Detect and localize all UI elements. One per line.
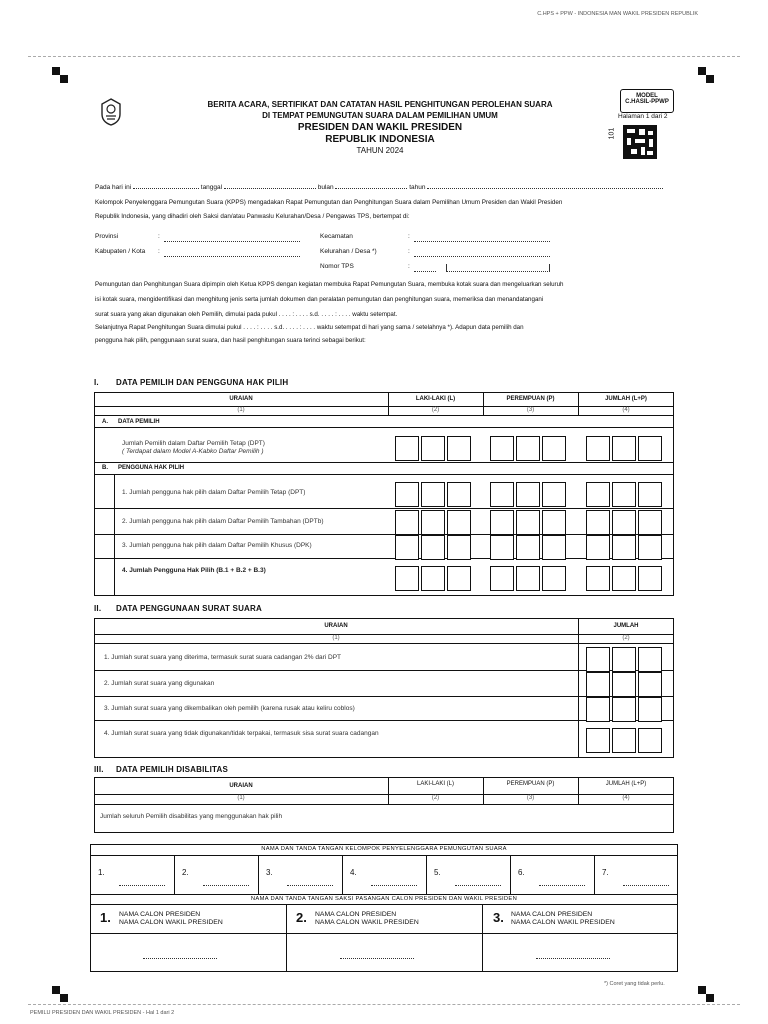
body-line-5: pengguna hak pilih, penggunaan surat suara, dan hasil penghitungan suara terinci sebagai berikut: — [95, 337, 366, 344]
paslon-3-number: 3. — [493, 910, 504, 925]
s1-a-jumlah-boxes[interactable] — [586, 436, 662, 461]
kpps-cell-divider — [342, 855, 343, 894]
label-pada-hari-ini: Pada hari ini — [95, 184, 132, 191]
colon-provinsi: : — [158, 233, 160, 240]
saksi-sign-title: NAMA DAN TANDA TANGAN SAKSI PASANGAN CALON PRESIDEN DAN WAKIL PRESIDEN — [250, 896, 518, 902]
field-kecamatan[interactable] — [414, 234, 550, 242]
s1-a-label: A. — [102, 419, 108, 425]
field-kelurahan[interactable] — [414, 249, 550, 257]
kpps-cell-divider — [174, 855, 175, 894]
cut-line-top — [28, 56, 740, 57]
s1-num-3: (3) — [526, 407, 535, 413]
qr-code-icon — [623, 125, 657, 159]
s1-b-item-1: 1. Jumlah pengguna hak pilih dalam Daftar Pemilih Tetap (DPT) — [122, 489, 306, 496]
field-provinsi[interactable] — [164, 234, 300, 242]
s3-col-laki: LAKI-LAKI (L) — [416, 781, 454, 787]
s1-b-label: B. — [102, 465, 108, 471]
colon-kelurahan: : — [408, 248, 410, 255]
field-kabupaten[interactable] — [164, 249, 300, 257]
s3-num-2: (2) — [431, 795, 440, 801]
paslon-1-presiden: NAMA CALON PRESIDEN — [119, 911, 201, 918]
kpps-number-5: 5. — [434, 868, 441, 877]
s2-item2-boxes[interactable] — [586, 672, 662, 697]
s1-b-item-3: 3. Jumlah pengguna hak pilih dalam Daftar Pemilih Khusus (DPK) — [122, 542, 312, 549]
s1-col-laki: LAKI-LAKI (L) — [415, 396, 456, 402]
s1-b2-jumlah-boxes[interactable] — [586, 510, 662, 535]
label-bulan: bulan — [317, 184, 334, 191]
kpps-signature-7[interactable] — [623, 885, 669, 886]
s2-col-uraian: URAIAN — [324, 623, 348, 629]
s1-b3-perempuan-boxes[interactable] — [490, 535, 566, 560]
s2-item3-boxes[interactable] — [586, 697, 662, 722]
kpps-cell-divider — [594, 855, 595, 894]
s2-item-3: 3. Jumlah surat suara yang dikembalikan oleh pemilih (karena rusak atau keliru coblos) — [104, 705, 355, 712]
kpps-signature-2[interactable] — [203, 885, 249, 886]
s1-b2-perempuan-boxes[interactable] — [490, 510, 566, 535]
s1-b4-perempuan-boxes[interactable] — [490, 566, 566, 591]
body-line-1: Pemungutan dan Penghitungan Suara dipimpin oleh Ketua KPPS dengan kegiatan membuka Rapat Pemungutan Suara, membuka kotak suara dan mengeluarkan seluruh — [95, 281, 564, 288]
s1-num-1: (1) — [237, 407, 245, 413]
section2-title: DATA PENGGUNAAN SURAT SUARA — [116, 604, 262, 613]
s1-col-perempuan: PEREMPUAN (P) — [506, 396, 555, 402]
s1-num-4: (4) — [622, 407, 630, 413]
paslon-3-presiden: NAMA CALON PRESIDEN — [511, 911, 593, 918]
s1-b4-jumlah-boxes[interactable] — [586, 566, 662, 591]
paslon-2-signature[interactable] — [340, 958, 414, 959]
footer-text: PEMILU PRESIDEN DAN WAKIL PRESIDEN - Hal 1 dari 2 — [30, 1010, 175, 1016]
s1-b1-laki-boxes[interactable] — [395, 482, 471, 507]
model-box — [620, 89, 674, 113]
kpps-number-1: 1. — [98, 868, 105, 877]
s1-a-title: DATA PEMILIH — [118, 419, 160, 425]
kpu-logo-icon — [100, 98, 122, 126]
s1-a-item-line2: ( Terdapat dalam Model A-Kabko Daftar Pemilih ) — [122, 448, 264, 455]
paslon-2-presiden: NAMA CALON PRESIDEN — [315, 911, 397, 918]
cut-line-bottom — [28, 1004, 740, 1005]
kpps-number-7: 7. — [602, 868, 609, 877]
field-nomor-tps[interactable] — [414, 264, 436, 272]
s2-item-1: 1. Jumlah surat suara yang diterima, termasuk surat suara cadangan 2% dari DPT — [104, 654, 342, 661]
model-label: MODEL — [636, 93, 658, 99]
s1-a-perempuan-boxes[interactable] — [490, 436, 566, 461]
s1-b1-perempuan-boxes[interactable] — [490, 482, 566, 507]
s3-num-4: (4) — [622, 795, 630, 801]
kpps-number-3: 3. — [266, 868, 273, 877]
kpps-signature-1[interactable] — [119, 885, 165, 886]
s1-a-laki-boxes[interactable] — [395, 436, 471, 461]
s1-b1-jumlah-boxes[interactable] — [586, 482, 662, 507]
s3-col-jumlah: JUMLAH (L+P) — [605, 781, 647, 787]
header-year: TAHUN 2024 — [356, 146, 404, 155]
header-line1: BERITA ACARA, SERTIFIKAT DAN CATATAN HASIL PENGHITUNGAN PEROLEHAN SUARA — [207, 100, 553, 109]
kpps-cell-divider — [426, 855, 427, 894]
kpps-sign-title: NAMA DAN TANDA TANGAN KELOMPOK PENYELENGGARA PEMUNGUTAN SUARA — [261, 846, 507, 852]
header-country: REPUBLIK INDONESIA — [325, 134, 435, 145]
paslon-3-wapres: NAMA CALON WAKIL PRESIDEN — [511, 919, 615, 926]
kpps-number-2: 2. — [182, 868, 189, 877]
s3-col-perempuan: PEREMPUAN (P) — [506, 781, 555, 787]
label-provinsi: Provinsi — [95, 233, 119, 240]
page-indicator: Halaman 1 dari 2 — [618, 113, 668, 120]
s1-b-item-4: 4. Jumlah Pengguna Hak Pilih (B.1 + B.2 + B.3) — [122, 567, 266, 574]
colon-kecamatan: : — [408, 233, 410, 240]
kpps-signature-3[interactable] — [287, 885, 333, 886]
kpps-number-6: 6. — [518, 868, 525, 877]
s2-num-1: (1) — [332, 635, 340, 641]
field-tanggal[interactable] — [224, 188, 316, 189]
kpps-cell-divider — [510, 855, 511, 894]
section2-number: II. — [94, 604, 102, 613]
section1-number: I. — [94, 378, 99, 387]
field-tahun[interactable] — [427, 188, 663, 189]
kpps-signature-6[interactable] — [539, 885, 585, 886]
opening-para-1: Kelompok Penyelenggara Pemungutan Suara (KPPS) mengadakan Rapat Pemungutan dan Penghitungan Suara dalam Pemilihan Umum Presiden dan Wakil Presiden — [95, 199, 563, 206]
header-title: PRESIDEN DAN WAKIL PRESIDEN — [297, 122, 463, 133]
s3-num-3: (3) — [526, 795, 535, 801]
s1-a-item-line1: Jumlah Pemilih dalam Daftar Pemilih Tetap (DPT) — [122, 440, 265, 447]
kpps-signature-5[interactable] — [455, 885, 501, 886]
s2-item1-boxes[interactable] — [586, 647, 662, 672]
paslon-1-signature[interactable] — [143, 958, 217, 959]
s2-num-2: (2) — [622, 635, 630, 641]
body-line-4: Selanjutnya Rapat Penghitungan Suara dimulai pukul . . . . : . . . . s.d. . . . . : . . . . waktu setempat di hari yang sama / setelahnya *). Adapun data pemilih dan — [95, 324, 524, 331]
s1-col-uraian: URAIAN — [229, 396, 253, 402]
s1-b4-laki-boxes[interactable] — [395, 566, 471, 591]
label-nomor-tps: Nomor TPS — [320, 263, 354, 270]
paslon-1-wapres: NAMA CALON WAKIL PRESIDEN — [119, 919, 223, 926]
s1-b3-laki-boxes[interactable] — [395, 535, 471, 560]
label-tahun: tahun — [409, 184, 426, 191]
s1-b2-laki-boxes[interactable] — [395, 510, 471, 535]
paslon-1-number: 1. — [100, 910, 111, 925]
qr-side-code: 101 — [608, 127, 616, 140]
signature-table — [90, 844, 678, 972]
s1-num-2: (2) — [431, 407, 440, 413]
s3-col-uraian: URAIAN — [229, 783, 253, 789]
body-line-2: isi kotak suara, mengidentifikasi dan menghitung jenis serta jumlah dokumen dan peralatan pemungutan dan penghitungan suara, memeriksa dan menandatangani — [95, 296, 544, 303]
s1-b-item-2: 2. Jumlah pengguna hak pilih dalam Daftar Pemilih Tambahan (DPTb) — [122, 518, 324, 525]
paslon-2-number: 2. — [296, 910, 307, 925]
paslon-3-signature[interactable] — [536, 958, 610, 959]
s1-b-title: PENGGUNA HAK PILIH — [118, 465, 185, 471]
kpps-signature-4[interactable] — [371, 885, 417, 886]
field-hari[interactable] — [133, 188, 199, 189]
opening-para-2: Republik Indonesia, yang dihadiri oleh Saksi dan/atau Panwaslu Kelurahan/Desa / Pengawas TPS, bertempat di: — [95, 213, 410, 220]
s3-item: Jumlah seluruh Pemilih disabilitas yang menggunakan hak pilih — [100, 813, 283, 820]
s3-num-1: (1) — [237, 795, 245, 801]
header-line2: DI TEMPAT PEMUNGUTAN SUARA DALAM PEMILIHAN UMUM — [262, 111, 498, 120]
label-tanggal: tanggal — [200, 184, 223, 191]
section1-title: DATA PEMILIH DAN PENGGUNA HAK PILIH — [116, 378, 289, 387]
body-line-3: surat suara yang akan digunakan oleh Pemilih, dimulai pada pukul . . . . : . . . . s.d. . . . . : . . . . waktu setempat. — [95, 311, 398, 318]
date-line — [95, 184, 663, 191]
paslon-2-wapres: NAMA CALON WAKIL PRESIDEN — [315, 919, 419, 926]
kpps-number-4: 4. — [350, 868, 357, 877]
section3-number: III. — [94, 765, 104, 774]
section3-title: DATA PEMILIH DISABILITAS — [116, 765, 229, 774]
top-right-code: C.HPS + PPW - INDONESIA MAN WAKIL PRESIDEN REPUBLIK — [537, 11, 698, 17]
s2-item-4: 4. Jumlah surat suara yang tidak digunakan/tidak terpakai, termasuk sisa surat suara cadangan — [104, 730, 379, 737]
model-code: C.HASIL-PPWP — [625, 99, 669, 105]
field-bulan[interactable] — [335, 188, 407, 189]
label-kecamatan: Kecamatan — [320, 233, 353, 240]
label-kelurahan: Kelurahan / Desa *) — [320, 248, 377, 255]
s2-col-jumlah: JUMLAH — [613, 623, 639, 629]
footnote: *) Coret yang tidak perlu. — [604, 981, 665, 987]
s2-item4-boxes[interactable] — [586, 728, 662, 753]
s1-b3-jumlah-boxes[interactable] — [586, 535, 662, 560]
colon-nomor-tps: : — [408, 263, 410, 270]
label-kabupaten: Kabupaten / Kota — [95, 248, 146, 255]
s2-item-2: 2. Jumlah surat suara yang digunakan — [104, 680, 215, 687]
s1-col-jumlah: JUMLAH (L+P) — [605, 396, 647, 402]
field-nomor-tps-extra[interactable] — [446, 264, 550, 272]
colon-kabupaten: : — [158, 248, 160, 255]
kpps-cell-divider — [258, 855, 259, 894]
